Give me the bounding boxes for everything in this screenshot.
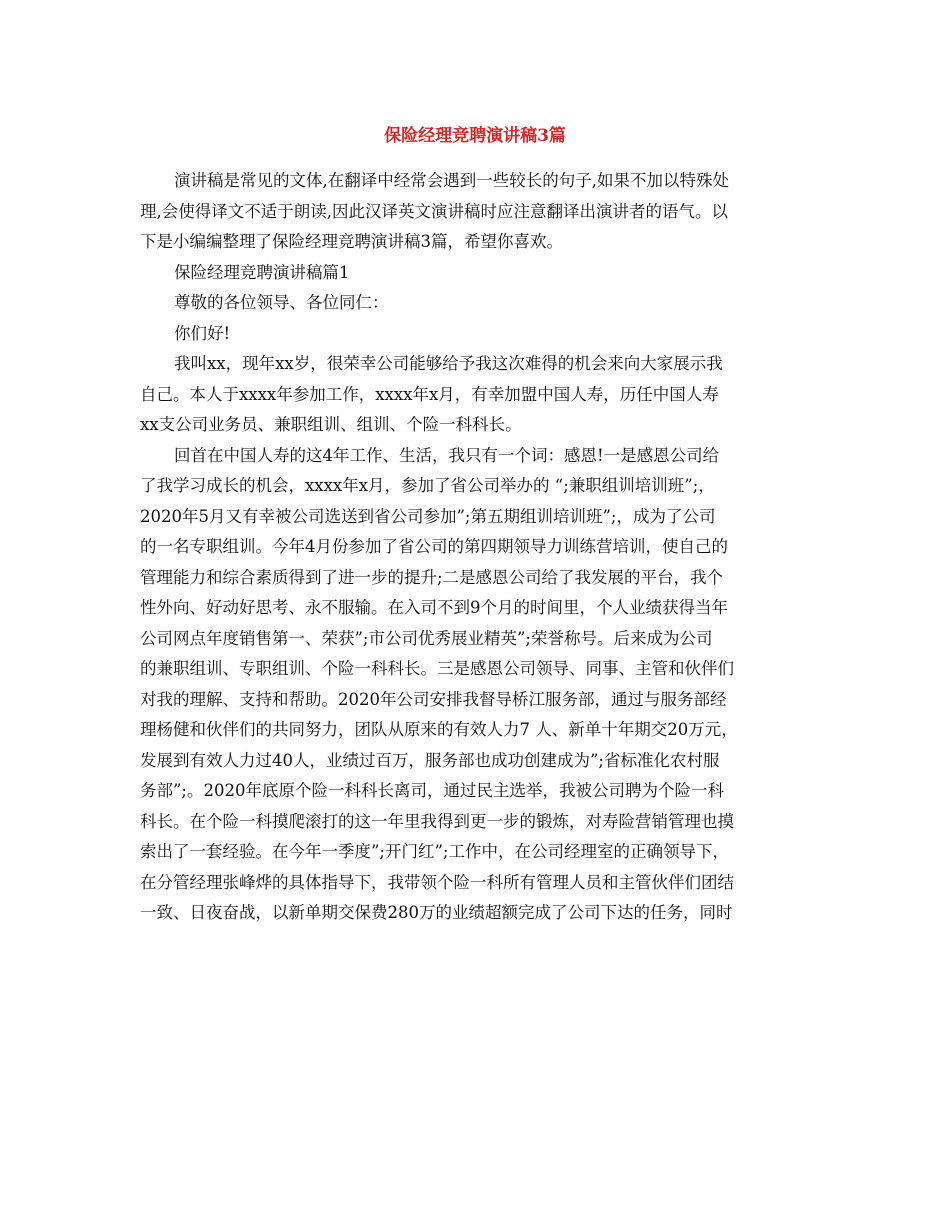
text-line: 管理能力和综合素质得到了进一步的提升;二是感恩公司给了我发展的平台，我个 (140, 567, 724, 587)
text-line: 了我学习成长的机会，xxxx年x月，参加了省公司举办的 “;兼职组训培训班”;， (140, 476, 715, 495)
text-line: 尊敬的各位领导、各位同仁： (174, 293, 389, 312)
text-line: 对我的理解、支持和帮助。2020年公司安排我督导桥江服务部，通过与服务部经 (140, 689, 727, 709)
text-line: 我叫xx，现年xx岁，很荣幸公司能够给予我这次难得的机会来向大家展示我 (174, 354, 723, 373)
text-line: 自己。本人于xxxx年参加工作，xxxx年x月，有幸加盟中国人寿，历任中国人寿 (140, 384, 719, 404)
text-line: 一致、日夜奋战，以新单期交保费280万的业绩超额完成了公司下达的任务，同时 (140, 903, 733, 922)
text-line: 保险经理竞聘演讲稿篇1 (174, 262, 350, 282)
text-line: xx支公司业务员、兼职组训、组训、个险一科科长。 (140, 415, 522, 434)
text-line: 回首在中国人寿的这4年工作、生活，我只有一个词：感恩!一是感恩公司给 (174, 445, 720, 465)
text-line: 索出了一套经验。在今年一季度”;开门红”;工作中，在公司经理室的正确领导下， (140, 842, 729, 861)
text-line: 科长。在个险一科摸爬滚打的这一年里我得到更一步的锻炼，对寿险营销管理也摸 (140, 811, 734, 831)
text-line: 的兼职组训、专职组训、个险一科科长。三是感恩公司领导、同事、主管和伙伴们 (140, 659, 734, 678)
text-line: 在分管经理张峰烨的具体指导下，我带领个险一科所有管理人员和主管伙伴们团结 (140, 872, 734, 892)
text-line: 理杨健和伙伴们的共同努力，团队从原来的有效人力7 人、新单十年期交20万元， (140, 720, 738, 739)
document-title: 保险经理竞聘演讲稿3篇 (384, 126, 566, 146)
text-line: 的一名专职组训。今年4月份参加了省公司的第四期领导力训练营培训，使自己的 (140, 537, 728, 556)
text-line: 演讲稿是常见的文体,在翻译中经常会遇到一些较长的句子,如果不加以特殊处 (174, 171, 729, 190)
text-line: 下是小编编整理了保险经理竞聘演讲稿3篇，希望你喜欢。 (140, 232, 563, 251)
text-line: 性外向、好动好思考、永不服输。在入司不到9个月的时间里，个人业绩获得当年 (140, 598, 728, 617)
text-line: 你们好! (174, 323, 231, 343)
document-body (140, 166, 814, 929)
text-line: 务部”;。2020年底原个险一科科长离司，通过民主选举，我被公司聘为个险一科 (140, 781, 724, 800)
text-line: 2020年5月又有幸被公司选送到省公司参加”;第五期组训培训班”;，成为了公司 (140, 506, 716, 526)
text-line: 公司网点年度销售第一、荣获”;市公司优秀展业精英”;荣誉称号。后来成为公司 (140, 628, 713, 648)
text-line: 发展到有效人力过40人，业绩过百万，服务部也成功创建成为”;省标准化农村服 (140, 750, 720, 770)
text-line: 理,会使得译文不适于朗读,因此汉译英文演讲稿时应注意翻译出演讲者的语气。以 (140, 201, 728, 221)
